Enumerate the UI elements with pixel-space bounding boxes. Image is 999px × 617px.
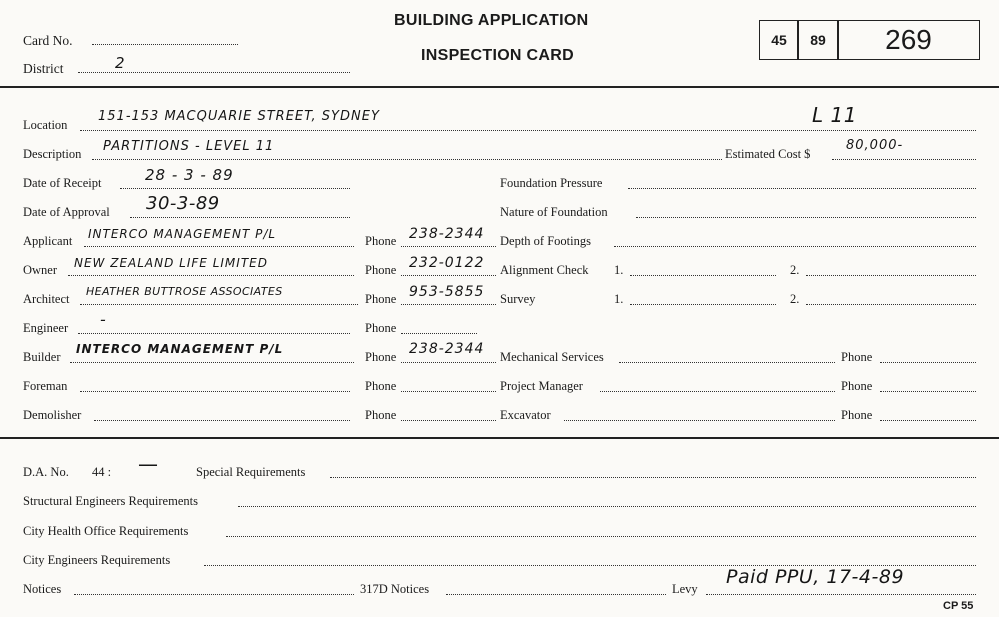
da-no-value: 44 : <box>92 465 112 479</box>
ref-box-3: 269 <box>837 20 980 60</box>
builder-phone-line <box>401 362 496 363</box>
alignment-num-2: 2. <box>790 263 800 277</box>
approval-line <box>130 217 350 218</box>
approval-label: Date of Approval <box>23 205 110 219</box>
demolisher-label: Demolisher <box>23 408 82 422</box>
location-note: L 11 <box>812 103 857 127</box>
receipt-label: Date of Receipt <box>23 176 102 190</box>
demolisher-phone-label: Phone <box>365 408 397 422</box>
mechanical-services-line <box>619 362 835 363</box>
city-health-label: City Health Office Requirements <box>23 524 189 538</box>
notices-317d-label: 317D Notices <box>360 582 430 596</box>
owner-line <box>68 275 354 276</box>
form-code: CP 55 <box>943 600 974 612</box>
survey-label: Survey <box>500 292 536 306</box>
levy-label: Levy <box>672 582 698 596</box>
excavator-label: Excavator <box>500 408 551 422</box>
applicant-line <box>84 246 354 247</box>
location-value: 151-153 MACQUARIE STREET, SYDNEY <box>98 109 380 124</box>
applicant-phone-label: Phone <box>365 234 397 248</box>
architect-phone-line <box>401 304 496 305</box>
receipt-value: 28 - 3 - 89 <box>145 166 234 184</box>
district-line <box>78 72 350 73</box>
alignment-num-1: 1. <box>614 263 624 277</box>
estimated-cost-value: 80,000- <box>846 138 904 153</box>
location-line <box>80 130 976 131</box>
architect-line <box>80 304 358 305</box>
owner-label: Owner <box>23 263 58 277</box>
survey-line-1 <box>630 304 776 305</box>
structural-engineers-label: Structural Engineers Requirements <box>23 494 198 508</box>
applicant-value: INTERCO MANAGEMENT P/L <box>88 227 277 241</box>
foreman-phone-label: Phone <box>365 379 397 393</box>
form-title: BUILDING APPLICATION <box>394 12 589 29</box>
architect-phone-value: 953-5855 <box>409 284 485 300</box>
demolisher-line <box>94 420 350 421</box>
district-value: 2 <box>115 54 126 72</box>
owner-phone-value: 232-0122 <box>409 255 485 271</box>
ref-box-1: 45 <box>759 20 799 60</box>
applicant-label: Applicant <box>23 234 73 248</box>
notices-317d-line <box>446 594 666 595</box>
alignment-line-1 <box>630 275 776 276</box>
form-subtitle: INSPECTION CARD <box>421 47 574 64</box>
foreman-label: Foreman <box>23 379 68 393</box>
engineer-line <box>78 333 350 334</box>
da-no-mark: — <box>138 452 159 476</box>
foundation-pressure-line <box>628 188 976 189</box>
owner-phone-line <box>401 275 496 276</box>
project-manager-label: Project Manager <box>500 379 583 393</box>
receipt-line <box>120 188 350 189</box>
owner-value: NEW ZEALAND LIFE LIMITED <box>74 256 268 270</box>
estimated-cost-label: Estimated Cost $ <box>725 147 811 161</box>
city-health-line <box>226 536 976 537</box>
builder-label: Builder <box>23 350 61 364</box>
ref-box-2: 89 <box>797 20 839 60</box>
foreman-phone-line <box>401 391 496 392</box>
levy-line <box>706 594 976 595</box>
estimated-cost-line <box>832 159 976 160</box>
architect-phone-label: Phone <box>365 292 397 306</box>
city-engineers-label: City Engineers Requirements <box>23 553 171 567</box>
mechanical-phone-line <box>880 362 976 363</box>
card-no-line <box>92 44 238 45</box>
excavator-phone-line <box>880 420 976 421</box>
builder-line <box>70 362 354 363</box>
project-manager-phone-label: Phone <box>841 379 873 393</box>
depth-footings-label: Depth of Footings <box>500 234 591 248</box>
notices-label: Notices <box>23 582 62 596</box>
card-no-label: Card No. <box>23 33 73 48</box>
da-no-label: D.A. No. <box>23 465 69 479</box>
builder-phone-label: Phone <box>365 350 397 364</box>
levy-value: Paid PPU, 17-4-89 <box>726 566 905 588</box>
approval-value: 30-3-89 <box>146 193 220 214</box>
applicant-phone-value: 238-2344 <box>409 226 485 242</box>
description-line <box>92 159 722 160</box>
depth-footings-line <box>614 246 976 247</box>
engineer-phone-label: Phone <box>365 321 397 335</box>
special-requirements-line <box>330 477 976 478</box>
project-manager-phone-line <box>880 391 976 392</box>
excavator-phone-label: Phone <box>841 408 873 422</box>
builder-value: INTERCO MANAGEMENT P/L <box>76 342 284 356</box>
nature-foundation-label: Nature of Foundation <box>500 205 608 219</box>
engineer-phone-line <box>401 333 477 334</box>
builder-phone-value: 238-2344 <box>409 341 485 357</box>
description-label: Description <box>23 147 82 161</box>
foundation-pressure-label: Foundation Pressure <box>500 176 603 190</box>
engineer-label: Engineer <box>23 321 69 335</box>
survey-line-2 <box>806 304 976 305</box>
demolisher-phone-line <box>401 420 496 421</box>
district-label: District <box>23 61 64 76</box>
bottom-divider <box>0 437 999 439</box>
architect-label: Architect <box>23 292 70 306</box>
structural-engineers-line <box>238 506 976 507</box>
survey-num-1: 1. <box>614 292 624 306</box>
mechanical-phone-label: Phone <box>841 350 873 364</box>
architect-value: HEATHER BUTTROSE ASSOCIATES <box>86 285 283 298</box>
project-manager-line <box>600 391 835 392</box>
description-value: PARTITIONS - LEVEL 11 <box>103 139 275 154</box>
top-divider <box>0 86 999 88</box>
mechanical-services-label: Mechanical Services <box>500 350 604 364</box>
owner-phone-label: Phone <box>365 263 397 277</box>
survey-num-2: 2. <box>790 292 800 306</box>
nature-foundation-line <box>636 217 976 218</box>
special-requirements-label: Special Requirements <box>196 465 306 479</box>
foreman-line <box>80 391 350 392</box>
notices-line <box>74 594 354 595</box>
alignment-line-2 <box>806 275 976 276</box>
engineer-value: - <box>100 310 107 329</box>
alignment-check-label: Alignment Check <box>500 263 589 277</box>
applicant-phone-line <box>401 246 496 247</box>
excavator-line <box>564 420 835 421</box>
location-label: Location <box>23 118 68 132</box>
